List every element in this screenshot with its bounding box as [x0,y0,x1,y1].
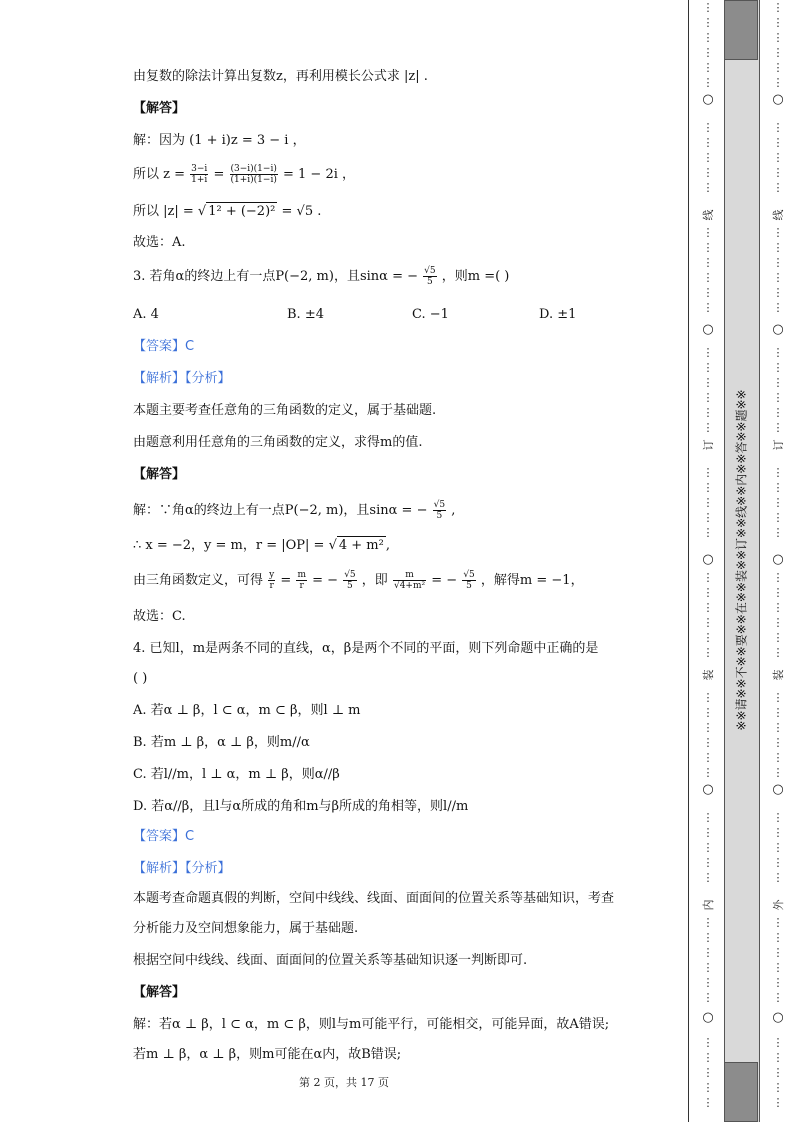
dotted-line-segment: ⋮ [772,526,784,539]
page-footer: 第 2 页，共 17 页 [299,1076,389,1089]
option-c: C. 若l//m，l ⊥ α，m ⊥ β，则α//β [133,767,340,782]
dotted-line-segment: ⋮ [772,256,784,269]
dotted-line-segment: ⋮ [702,31,714,44]
dotted-line-segment: ⋮ [772,961,784,974]
dotted-line-segment: ⋮ [702,526,714,539]
option-d: D. ±1 [539,307,577,322]
dotted-line-segment: ⋮ [772,1051,784,1064]
dotted-line-segment: ⋮ [772,691,784,704]
dotted-line-segment: ⋮ [772,376,784,389]
dotted-line-segment: ⋮ [702,691,714,704]
binding-circle-icon: ○ [702,782,714,797]
dotted-line-segment: ⋮ [702,1081,714,1094]
text-fragment: 由三角函数定义，可得 [133,573,264,588]
dotted-line-segment: ⋮ [702,1,714,14]
analysis-tag: 【解析】【分析】 [133,371,231,386]
dotted-line-segment: ⋮ [772,61,784,74]
dotted-line-segment: ⋮ [702,571,714,584]
dotted-line-segment: ⋮ [702,301,714,314]
binding-label: 订 [702,439,715,451]
fraction-numerator: (3−i)(1−i) [230,164,277,174]
text-fragment: ，解得m = −1， [480,573,584,588]
text-line: 本题主要考查任意角的三角函数的定义，属于基础题. [133,403,437,418]
fraction-denominator: r [269,581,274,591]
dotted-line-segment: ⋮ [772,466,784,479]
fraction-numerator: √5 [463,570,475,580]
dotted-line-segment: ⋮ [772,46,784,59]
text-line: 本题考查命题真假的判断，空间中线线、线面、面面间的位置关系等基础知识，考查 [133,891,615,906]
dotted-line-segment: ⋮ [702,76,714,89]
question-4: 4. 已知l，m是两条不同的直线，α，β是两个不同的平面，则下列命题中正确的是 [133,641,599,656]
text-fragment: 3. 若角α的终边上有一点P(−2, m)，且sinα = − [133,269,418,284]
dotted-line-segment: ⋮ [772,946,784,959]
inner-binding-column [702,0,714,1122]
dotted-line-segment: ⋮ [772,871,784,884]
question-3 [133,266,509,287]
binding-band-top-cap [724,0,758,60]
dotted-line-segment: ⋮ [772,646,784,659]
fraction [190,164,208,185]
text-fragment: , [451,503,456,518]
answer-tag: 【答案】C [133,829,195,844]
dotted-line-segment: ⋮ [772,916,784,929]
text-line: 故选：A. [133,235,186,250]
dotted-line-segment: ⋮ [702,616,714,629]
dotted-line-segment: ⋮ [772,811,784,824]
math-result: = 1 − 2i ， [282,167,355,182]
fraction [462,570,475,591]
dotted-line-segment: ⋮ [702,646,714,659]
dotted-line-segment: ⋮ [772,856,784,869]
text-line: ( ) [133,671,148,686]
dotted-line-segment: ⋮ [772,1096,784,1109]
dotted-line-segment: ⋮ [772,631,784,644]
fraction-numerator: √5 [344,570,356,580]
dotted-line-segment: ⋮ [772,721,784,734]
dotted-line-segment: ⋮ [772,301,784,314]
binding-label: 线 [772,209,785,221]
binding-label: 线 [702,209,715,221]
fraction-denominator: 5 [466,581,472,591]
dotted-line-segment: ⋮ [772,706,784,719]
text-line: 解：因为 (1 + i)z = 3 − i ， [133,133,306,148]
dotted-line-segment: ⋮ [702,706,714,719]
binding-circle-icon: ○ [702,92,714,107]
dotted-line-segment: ⋮ [772,16,784,29]
binding-circle-icon: ○ [772,782,784,797]
dotted-line-segment: ⋮ [702,931,714,944]
dotted-line-segment: ⋮ [702,271,714,284]
dotted-line-segment: ⋮ [702,766,714,779]
binding-warning-text: ※※请※※不※※要※※在※※装※※订※※线※※内※※答※※题※※ [734,389,749,731]
dotted-line-segment: ⋮ [772,121,784,134]
fraction [433,500,446,521]
text-line [133,570,584,591]
text-line: 所以 |z| = √ 1² + (−2)² = √5 . [133,204,322,219]
section-heading: 【解答】 [133,467,186,482]
text-line: ∴ x = −2，y = m，r = |OP| = √ 4 + m² , [133,538,390,553]
fraction [423,266,436,287]
fraction-numerator: m [297,570,306,580]
text-line: 故选：C. [133,609,186,624]
text-line: 由复数的除法计算出复数z，再利用模长公式求 |z| . [133,69,428,84]
dotted-line-segment: ⋮ [702,586,714,599]
dotted-line-segment: ⋮ [772,151,784,164]
text-line: 由题意利用任意角的三角函数的定义，求得m的值. [133,435,423,450]
dotted-line-segment: ⋮ [702,346,714,359]
math-result: = √5 . [281,204,322,219]
option-a: A. 4 [133,307,159,322]
binding-circle-icon: ○ [702,1010,714,1025]
binding-circle-icon: ○ [772,92,784,107]
fraction-denominator: (1+i)(1−i) [230,175,277,185]
dotted-line-segment: ⋮ [702,406,714,419]
equals-sign: = − [312,573,339,588]
dotted-line-segment: ⋮ [702,421,714,434]
dotted-line-segment: ⋮ [772,991,784,1004]
dotted-line-segment: ⋮ [702,1036,714,1049]
dotted-line-segment: ⋮ [702,121,714,134]
dotted-line-segment: ⋮ [772,571,784,584]
equals-sign: = − [431,573,458,588]
binding-circle-icon: ○ [702,322,714,337]
dotted-line-segment: ⋮ [772,496,784,509]
fraction-numerator: y [269,570,275,580]
dotted-line-segment: ⋮ [702,391,714,404]
dotted-line-segment: ⋮ [702,151,714,164]
text-fragment: 解：∵角α的终边上有一点P(−2, m)，且sinα = − [133,503,428,518]
dotted-line-segment: ⋮ [772,346,784,359]
dotted-line-segment: ⋮ [772,241,784,254]
text-line [133,164,355,185]
fraction-numerator: m [393,570,426,581]
binding-circle-icon: ○ [772,322,784,337]
dotted-line-segment: ⋮ [772,751,784,764]
dotted-line-segment: ⋮ [772,181,784,194]
dotted-line-segment: ⋮ [702,946,714,959]
dotted-line-segment: ⋮ [772,406,784,419]
fraction [268,570,275,591]
binding-label: 装 [702,669,715,681]
binding-band-bottom-cap [724,1062,758,1122]
text-fragment: 所以 z = [133,167,186,182]
dotted-line-segment: ⋮ [702,496,714,509]
dotted-line-segment: ⋮ [772,976,784,989]
binding-border-line [688,0,689,1122]
dotted-line-segment: ⋮ [702,166,714,179]
dotted-line-segment: ⋮ [772,76,784,89]
option-d: D. 若α//β，且l与α所成的角和m与β所成的角相等，则l//m [133,799,469,814]
dotted-line-segment: ⋮ [702,286,714,299]
dotted-line-segment: ⋮ [702,961,714,974]
dotted-line-segment: ⋮ [702,631,714,644]
dotted-line-segment: ⋮ [702,226,714,239]
dotted-line-segment: ⋮ [772,1036,784,1049]
answer-tag: 【答案】C [133,339,195,354]
dotted-line-segment: ⋮ [702,916,714,929]
text-fragment: ，则m =( ) [441,269,510,284]
dotted-line-segment: ⋮ [772,136,784,149]
square-root: 1² + (−2)² [208,204,276,219]
binding-label: 外 [772,899,785,911]
text-line: 分析能力及空间想象能力，属于基础题. [133,921,359,936]
dotted-line-segment: ⋮ [702,361,714,374]
dotted-line-segment: ⋮ [772,1081,784,1094]
dotted-line-segment: ⋮ [702,511,714,524]
dotted-line-segment: ⋮ [772,841,784,854]
analysis-tag: 【解析】【分析】 [133,861,231,876]
dotted-line-segment: ⋮ [772,421,784,434]
text-line [133,500,455,521]
fraction-denominator: 5 [427,277,433,287]
dotted-line-segment: ⋮ [702,256,714,269]
text-line: 若m ⊥ β，α ⊥ β，则m可能在α内，故B错误; [133,1047,402,1062]
binding-label: 订 [772,439,785,451]
dotted-line-segment: ⋮ [772,166,784,179]
section-heading: 【解答】 [133,101,186,116]
dotted-line-segment: ⋮ [702,181,714,194]
dotted-line-segment: ⋮ [702,991,714,1004]
square-root: 4 + m² [338,538,384,553]
dotted-line-segment: ⋮ [772,1066,784,1079]
dotted-line-segment: ⋮ [702,871,714,884]
dotted-line-segment: ⋮ [772,586,784,599]
dotted-line-segment: ⋮ [772,31,784,44]
dotted-line-segment: ⋮ [702,16,714,29]
option-b: B. ±4 [287,307,324,322]
fraction-denominator: 5 [347,581,353,591]
option-a: A. 若α ⊥ β，l ⊂ α，m ⊂ β，则l ⊥ m [133,703,361,718]
dotted-line-segment: ⋮ [772,271,784,284]
dotted-line-segment: ⋮ [772,511,784,524]
fraction [343,570,356,591]
dotted-line-segment: ⋮ [772,391,784,404]
dotted-line-segment: ⋮ [702,1066,714,1079]
dotted-line-segment: ⋮ [702,376,714,389]
dotted-line-segment: ⋮ [702,241,714,254]
dotted-line-segment: ⋮ [772,601,784,614]
dotted-line-segment: ⋮ [702,976,714,989]
text-line: 解：若α ⊥ β，l ⊂ α，m ⊂ β，则l与m可能平行，可能相交，可能异面，故A错误; [133,1017,610,1032]
dotted-line-segment: ⋮ [702,46,714,59]
dotted-line-segment: ⋮ [772,1,784,14]
dotted-line-segment: ⋮ [702,841,714,854]
section-heading: 【解答】 [133,985,186,1000]
text-line: 根据空间中线线、线面、面面间的位置关系等基础知识逐一判断即可. [133,953,528,968]
fraction [230,164,278,185]
equals-sign: = [213,167,225,182]
text-fragment: ，即 [361,573,388,588]
dotted-line-segment: ⋮ [772,826,784,839]
dotted-line-segment: ⋮ [702,751,714,764]
dotted-line-segment: ⋮ [702,1051,714,1064]
dotted-line-segment: ⋮ [702,811,714,824]
binding-circle-icon: ○ [772,552,784,567]
dotted-line-segment: ⋮ [702,826,714,839]
dotted-line-segment: ⋮ [772,736,784,749]
text-fragment: ∴ x = −2，y = m，r = |OP| = [133,538,325,553]
dotted-line-segment: ⋮ [772,361,784,374]
fraction [296,570,307,591]
dotted-line-segment: ⋮ [702,601,714,614]
dotted-line-segment: ⋮ [772,766,784,779]
dotted-line-segment: ⋮ [772,931,784,944]
binding-circle-icon: ○ [702,552,714,567]
fraction-denominator: √4+m² [393,581,426,591]
binding-label: 内 [702,899,715,911]
dotted-line-segment: ⋮ [702,481,714,494]
dotted-line-segment: ⋮ [702,1096,714,1109]
binding-label: 装 [772,669,785,681]
fraction-denominator: 5 [436,511,443,521]
fraction-numerator: 3−i [191,164,208,174]
dotted-line-segment: ⋮ [702,136,714,149]
dotted-line-segment: ⋮ [772,616,784,629]
dotted-line-segment: ⋮ [702,466,714,479]
fraction-denominator: 1+i [191,175,208,185]
dotted-line-segment: ⋮ [702,856,714,869]
option-b: B. 若m ⊥ β，α ⊥ β，则m//α [133,735,310,750]
dotted-line-segment: ⋮ [772,481,784,494]
dotted-line-segment: ⋮ [772,286,784,299]
fraction [393,570,426,591]
option-c: C. −1 [412,307,449,322]
fraction-numerator: √5 [424,266,436,276]
fraction-denominator: r [299,581,304,591]
fraction-numerator: √5 [433,500,446,510]
equals-sign: = [280,573,292,588]
dotted-line-segment: ⋮ [772,226,784,239]
dotted-line-segment: ⋮ [702,736,714,749]
dotted-line-segment: ⋮ [702,61,714,74]
text-fragment: 所以 |z| = [133,204,194,219]
option-row [133,306,683,324]
outer-binding-column [772,0,784,1122]
dotted-line-segment: ⋮ [702,721,714,734]
binding-circle-icon: ○ [772,1010,784,1025]
text-fragment: , [385,538,390,553]
